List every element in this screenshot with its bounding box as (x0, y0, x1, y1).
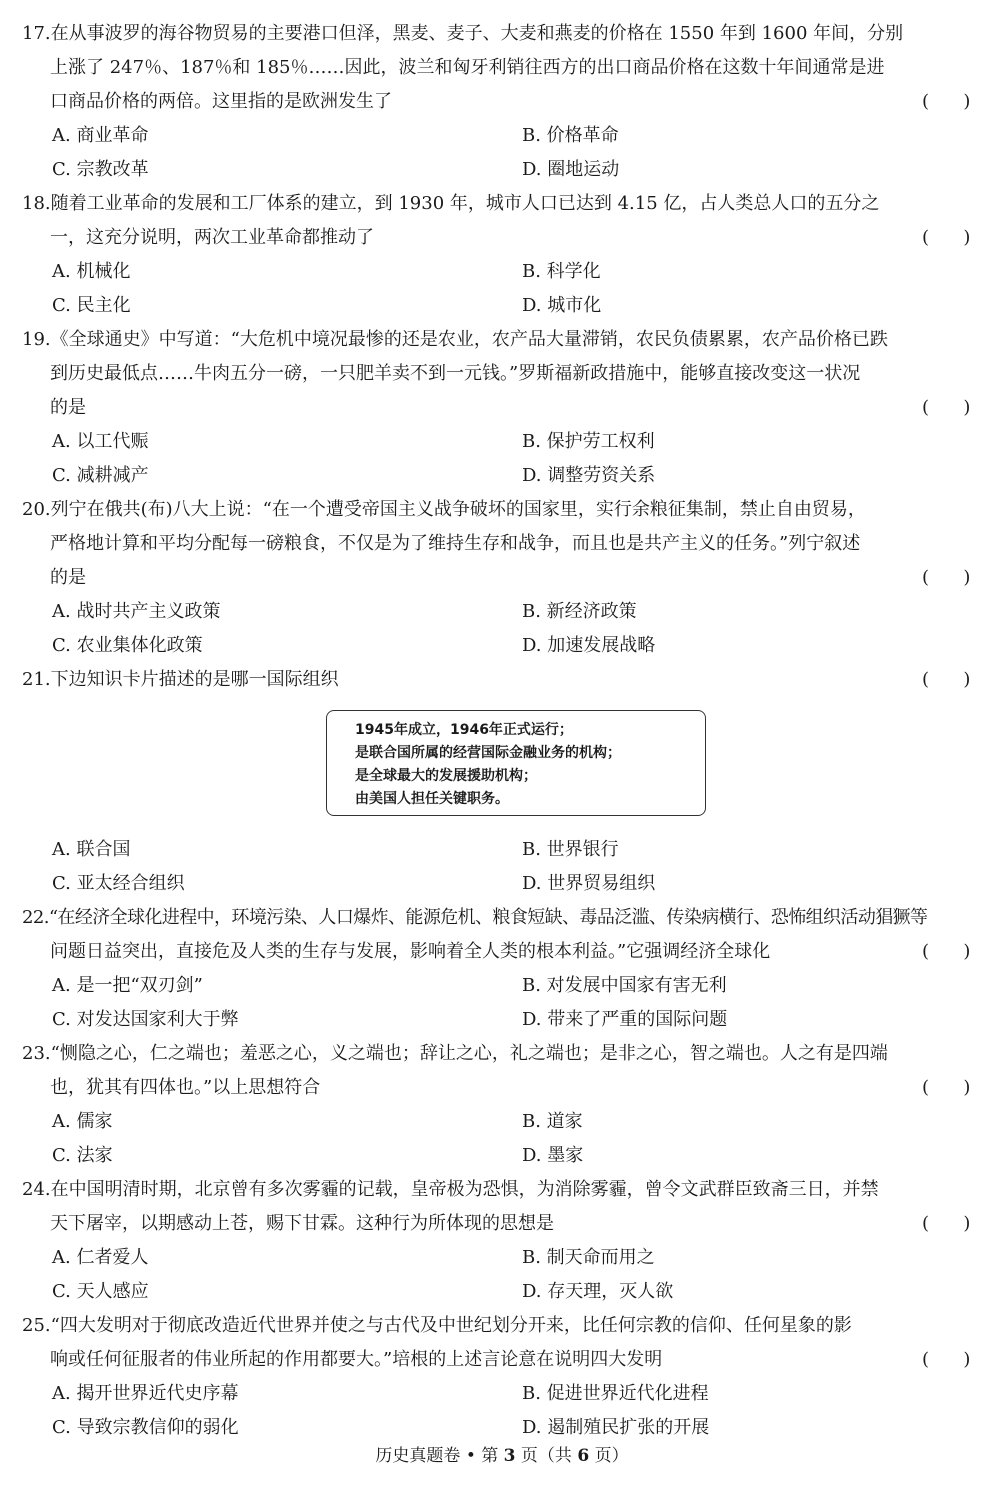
question-text: 上涨了 247％、187％和 185％……因此，波兰和匈牙利销往西方的出口商品价格在这数十年间通常是进 (50, 57, 885, 78)
question-text: 21.下边知识卡片描述的是哪一国际组织 (22, 669, 339, 690)
option-c: C. 法家 (52, 1145, 113, 1166)
card-line: 是联合国所属的经营国际金融业务的机构； (355, 745, 621, 761)
option-d: D. 世界贸易组织 (522, 873, 656, 894)
question-text: 24.在中国明清时期，北京曾有多次雾霾的记载，皇帝极为恐惧，为消除雾霾，曾令文武群臣致斋三日，并禁 (22, 1179, 879, 1200)
answer-blank: ( ) (922, 1213, 971, 1234)
option-a: A. 联合国 (52, 839, 131, 860)
answer-blank: ( ) (922, 91, 971, 112)
option-d: D. 城市化 (522, 295, 602, 316)
question-text: 23.“恻隐之心，仁之端也；羞恶之心，义之端也；辞让之心，礼之端也；是非之心，智之端也。人之有是四端 (22, 1043, 888, 1064)
option-a: A. 是一把“双刃剑” (52, 975, 203, 996)
question-text: 一，这充分说明，两次工业革命都推动了 (50, 227, 374, 248)
question-text: 18.随着工业革命的发展和工厂体系的建立，到 1930 年，城市人口已达到 4.15 亿，占人类总人口的五分之 (22, 193, 880, 214)
footer-suffix: 页） (589, 1446, 629, 1466)
question-text: 严格地计算和平均分配每一磅粮食，不仅是为了维持生存和战争，而且也是共产主义的任务。”列宁叙述 (50, 533, 861, 554)
option-b: B. 价格革命 (522, 125, 619, 146)
option-d: D. 遏制殖民扩张的开展 (522, 1417, 710, 1438)
question-text: 也，犹其有四体也。”以上思想符合 (50, 1077, 321, 1098)
question-text: 17.在从事波罗的海谷物贸易的主要港口但泽，黑麦、麦子、大麦和燕麦的价格在 1550 年到 1600 年间，分别 (22, 23, 904, 44)
question-text: 响或任何征服者的伟业所起的作用都要大。”培根的上述言论意在说明四大发明 (50, 1349, 663, 1370)
option-a: A. 战时共产主义政策 (52, 601, 221, 622)
answer-blank: ( ) (922, 227, 971, 248)
answer-blank: ( ) (922, 669, 971, 690)
option-c: C. 亚太经合组织 (52, 873, 185, 894)
option-d: D. 墨家 (522, 1145, 584, 1166)
option-d: D. 加速发展战略 (522, 635, 656, 656)
answer-blank: ( ) (922, 1077, 971, 1098)
option-b: B. 保护劳工权利 (522, 431, 655, 452)
option-c: C. 减耕减产 (52, 465, 149, 486)
option-b: B. 促进世界近代化进程 (522, 1383, 709, 1404)
option-b: B. 道家 (522, 1111, 583, 1132)
option-c: C. 对发达国家利大于弊 (52, 1009, 239, 1030)
footer-prefix: 历史真题卷 • 第 (375, 1446, 504, 1466)
question-text: 20.列宁在俄共(布)八大上说：“在一个遭受帝国主义战争破坏的国家里，实行余粮征集制，禁止自由贸易， (22, 499, 866, 520)
option-d: D. 调整劳资关系 (522, 465, 656, 486)
question-text: 22.“在经济全球化进程中，环境污染、人口爆炸、能源危机、粮食短缺、毒品泛滥、传染病横行、恐怖组织活动猖獗等 (22, 907, 928, 928)
question-text: 的是 (50, 397, 86, 418)
option-b: B. 制天命而用之 (522, 1247, 655, 1268)
option-c: C. 民主化 (52, 295, 131, 316)
option-b: B. 科学化 (522, 261, 601, 282)
answer-blank: ( ) (922, 567, 971, 588)
question-text: 口商品价格的两倍。这里指的是欧洲发生了 (50, 91, 392, 112)
card-line: 由美国人担任关键职务。 (355, 791, 509, 807)
option-c: C. 农业集体化政策 (52, 635, 203, 656)
option-a: A. 机械化 (52, 261, 131, 282)
option-a: A. 儒家 (52, 1111, 113, 1132)
question-text: 问题日益突出，直接危及人类的生存与发展，影响着全人类的根本利益。”它强调经济全球化 (50, 941, 771, 962)
footer-middle: 页（共 (515, 1446, 578, 1466)
option-a: A. 揭开世界近代史序幕 (52, 1383, 239, 1404)
option-c: C. 天人感应 (52, 1281, 149, 1302)
question-text: 到历史最低点……牛肉五分一磅，一只肥羊卖不到一元钱。”罗斯福新政措施中，能够直接改变这一状况 (50, 363, 861, 384)
option-c: C. 导致宗教信仰的弱化 (52, 1417, 239, 1438)
answer-blank: ( ) (922, 1349, 971, 1370)
option-c: C. 宗教改革 (52, 159, 149, 180)
question-text: 的是 (50, 567, 86, 588)
question-text: 天下屠宰，以期感动上苍，赐下甘霖。这种行为所体现的思想是 (50, 1213, 554, 1234)
answer-blank: ( ) (922, 397, 971, 418)
answer-blank: ( ) (922, 941, 971, 962)
question-text: 25.“四大发明对于彻底改造近代世界并使之与古代及中世纪划分开来，比任何宗教的信仰、任何星象的影 (22, 1315, 852, 1336)
option-b: B. 对发展中国家有害无利 (522, 975, 727, 996)
option-a: A. 仁者爱人 (52, 1247, 149, 1268)
option-a: A. 以工代赈 (52, 431, 149, 452)
question-text: 19.《全球通史》中写道：“大危机中境况最惨的还是农业，农产品大量滞销，农民负债累累，农产品价格已跌 (22, 329, 888, 350)
knowledge-card (326, 710, 706, 816)
option-d: D. 带来了严重的国际问题 (522, 1009, 728, 1030)
option-a: A. 商业革命 (52, 125, 149, 146)
option-b: B. 新经济政策 (522, 601, 637, 622)
page-footer (0, 1444, 1004, 1468)
card-line: 1945年成立，1946年正式运行； (355, 722, 573, 738)
card-line: 是全球最大的发展援助机构； (355, 768, 537, 784)
option-d: D. 存天理，灭人欲 (522, 1281, 674, 1302)
option-b: B. 世界银行 (522, 839, 619, 860)
option-d: D. 圈地运动 (522, 159, 620, 180)
page-number: 3 (503, 1446, 516, 1466)
total-pages: 6 (577, 1446, 590, 1466)
